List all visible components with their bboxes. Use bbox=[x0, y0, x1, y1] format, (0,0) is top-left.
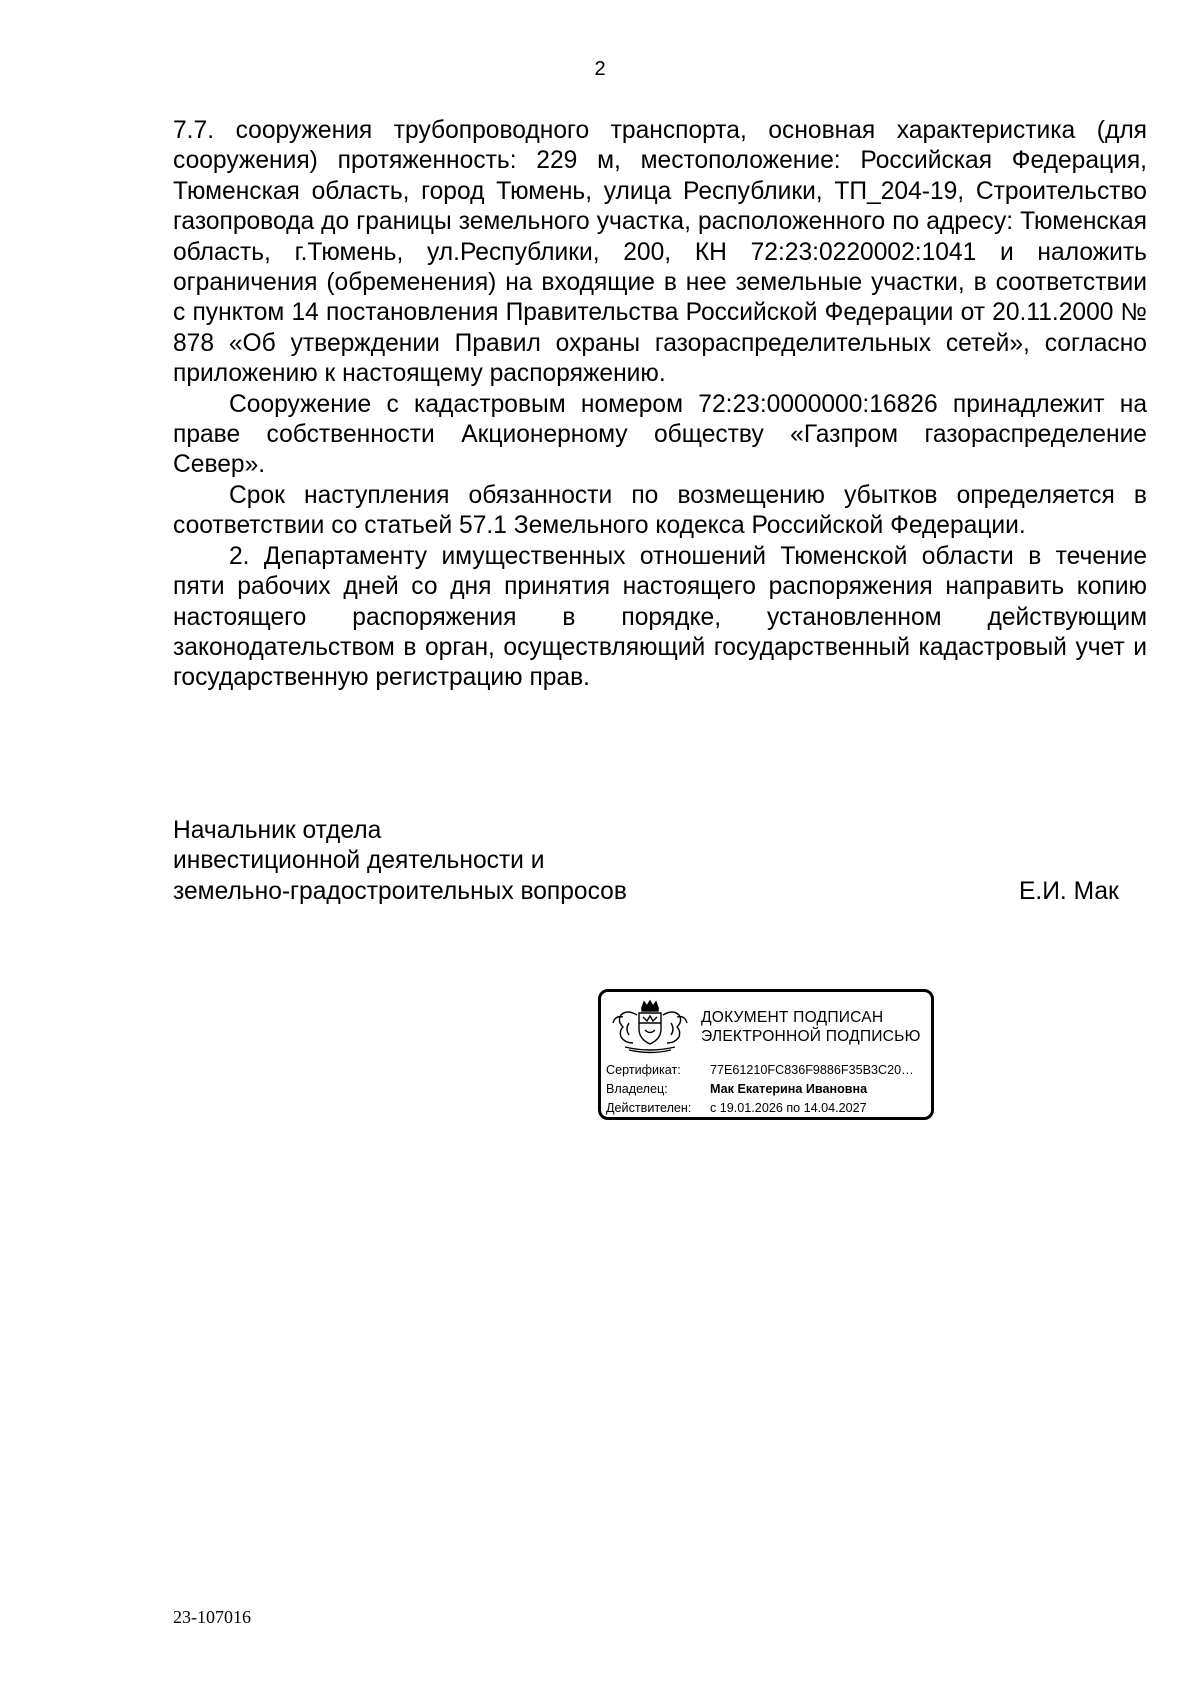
validity-label: Действителен: bbox=[606, 1101, 692, 1115]
paragraph-7-7: 7.7. сооружения трубопроводного транспорта, основная характеристика (для сооружения) протяженность: 229 м, местоположение: Российская Федерация, Тюменская область, город Тюмень, улица Республики, ТП_204-19, Строительство газопровода до границы земельного участка, расположенного по адресу: Тюменская область, г.Тюмень, ул.Республики, 200, КН 72:23:0220002:1041 и наложить ограничения (обременения) на входящие в нее земельные участки, в соответствии с пунктом 14 постановления Правительства Российской Федерации от 20.11.2000 № 878 «Об утверждении Правил охраны газораспределительных сетей», согласно приложению к настоящему распоряжению. bbox=[173, 117, 1147, 388]
stamp-title-line: ДОКУМЕНТ ПОДПИСАН bbox=[701, 1009, 884, 1026]
stamp-validity-row bbox=[606, 1100, 867, 1116]
page-number: 2 bbox=[594, 58, 606, 80]
owner-value: Мак Екатерина Ивановна bbox=[710, 1082, 868, 1096]
stamp-certificate-row bbox=[606, 1062, 914, 1078]
validity-value: с 19.01.2026 по 14.04.2027 bbox=[710, 1101, 867, 1115]
document-body bbox=[173, 116, 1147, 694]
paragraph-ownership: Сооружение с кадастровым номером 72:23:0000000:16826 принадлежит на праве собственности Акционерному обществу «Газпром газораспределение Север». bbox=[173, 390, 1147, 479]
stamp-title-line: ЭЛЕКТРОННОЙ ПОДПИСЬЮ bbox=[701, 1028, 921, 1045]
signer-position-line: земельно-градостроительных вопросов bbox=[173, 877, 627, 905]
owner-label: Владелец: bbox=[606, 1082, 668, 1096]
electronic-signature-stamp bbox=[598, 989, 934, 1120]
stamp-owner-row bbox=[606, 1081, 867, 1097]
signer-position-line: инвестиционной деятельности и bbox=[173, 847, 545, 875]
paragraph-compensation: Срок наступления обязанности по возмещению убытков определяется в соответствии со статьей 57.1 Земельного кодекса Российской Федерации. bbox=[173, 481, 1147, 540]
signer-position bbox=[173, 816, 627, 907]
paragraph-item-2: 2. Департаменту имущественных отношений Тюменской области в течение пяти рабочих дней со дня принятия настоящего распоряжения направить копию настоящего распоряжения в порядке, установленном действующим законодательством в орган, осуществляющий государственный кадастровый учет и государственную регистрацию прав. bbox=[173, 542, 1147, 692]
stamp-title bbox=[701, 1008, 929, 1046]
signer-name: Е.И. Мак bbox=[1019, 878, 1119, 905]
document-id: 23-107016 bbox=[173, 1607, 251, 1627]
signer-position-line: Начальник отдела bbox=[173, 817, 382, 844]
coat-of-arms-icon bbox=[609, 999, 691, 1055]
certificate-label: Сертификат: bbox=[606, 1063, 681, 1077]
certificate-value: 77E61210FC836F9886F35B3C20… bbox=[710, 1063, 914, 1077]
